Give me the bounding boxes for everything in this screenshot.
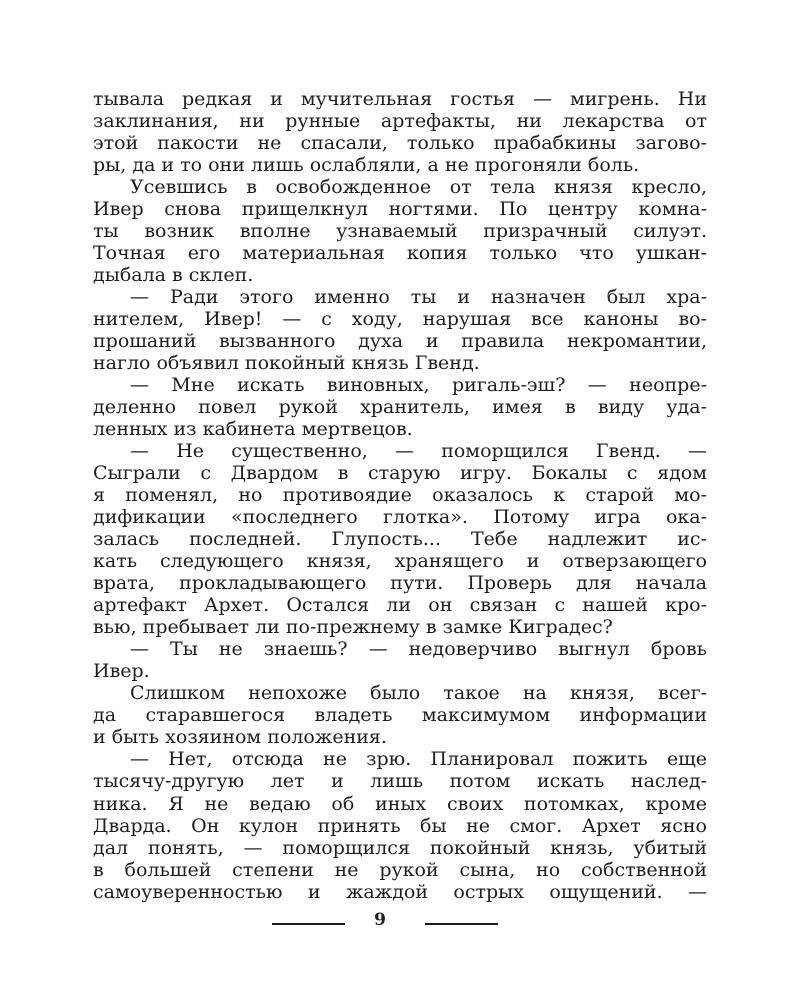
text-line: этой пакости не спасали, только прабабкины загово- — [93, 132, 707, 155]
paragraph — [93, 748, 707, 902]
text-line: нагло объявил покойный князь Гвенд. — [93, 352, 480, 375]
text-line: нителем, Ивер! — с ходу, нарушая все каноны во- — [93, 308, 707, 331]
text-line: — Ради этого именно ты и назначен был хра- — [130, 286, 707, 309]
text-line: — Не существенно, — поморщился Гвенд. — — [130, 440, 707, 463]
text-line: Сыграли с Двардом в старую игру. Бокалы с ядом — [93, 462, 707, 485]
text-line: — Нет, отсюда не зрю. Планировал пожить еще — [130, 748, 707, 771]
paragraph — [93, 638, 707, 682]
text-line: заклинания, ни рунные артефакты, ни лекарства от — [93, 110, 707, 133]
text-line: Ивер снова прищелкнул ногтями. По центру комна- — [93, 198, 707, 221]
text-line: тывала редкая и мучительная гостья — мигрень. Ни — [93, 88, 707, 110]
text-line: залась последней. Глупость... Тебе надлежит ис- — [93, 528, 707, 551]
text-line: ты возник вполне узнаваемый призрачный силуэт. — [93, 220, 707, 243]
text-line: в большей степени не рукой сына, но собственной — [93, 858, 707, 881]
paragraph — [93, 176, 707, 286]
paragraph — [93, 88, 707, 176]
text-line: — Мне искать виновных, ригаль-эш? — неопре- — [130, 374, 707, 397]
text-line: тысячу-другую лет и лишь потом искать наслед- — [93, 770, 707, 793]
footer-rule-right — [425, 923, 498, 925]
text-line: ника. Я не ведаю об иных своих потомках, кроме — [93, 792, 707, 815]
body-text — [93, 88, 707, 903]
text-line: артефакт Архет. Остался ли он связан с нашей кро- — [93, 594, 707, 617]
paragraph — [93, 374, 707, 440]
paragraph — [93, 682, 707, 748]
text-line: деленно повел рукой хранитель, имея в виду уда- — [93, 396, 707, 419]
text-line: Точная его материальная копия только что ушкан- — [93, 242, 707, 265]
text-line: — Ты не знаешь? — недоверчиво выгнул бровь — [130, 638, 707, 661]
footer-rule-left — [272, 923, 345, 925]
text-line: дификации «последнего глотка». Потому игра ока- — [93, 506, 707, 529]
text-line: Ивер. — [93, 660, 150, 683]
text-line: прошаний вызванного духа и правила некромантии, — [93, 330, 707, 353]
text-line: Дварда. Он кулон принять бы не смог. Архет ясно — [93, 814, 707, 837]
text-line: дыбала в склеп. — [93, 264, 254, 287]
text-line: ленных из кабинета мертвецов. — [93, 418, 413, 441]
text-line: врата, прокладывающего пути. Проверь для начала — [93, 572, 707, 595]
text-line: дал понять, — поморщился покойный князь, убитый — [93, 836, 707, 859]
page-number: 9 — [374, 910, 386, 930]
paragraph — [93, 286, 707, 374]
text-line: ры, да и то они лишь ослабляли, а не прогоняли боль. — [93, 154, 640, 177]
text-line: да старавшегося владеть максимумом информации — [93, 704, 707, 727]
page-footer — [0, 910, 800, 934]
paragraph — [93, 440, 707, 638]
text-line: Усевшись в освобожденное от тела князя кресло, — [130, 176, 707, 199]
text-line: Слишком непохоже было такое на князя, всег- — [130, 682, 707, 705]
text-line: вью, пребывает ли по-прежнему в замке Киградес? — [93, 616, 613, 639]
text-line: кать следующего князя, хранящего и отверзающего — [93, 550, 707, 573]
text-line: я поменял, но противоядие оказалось к старой мо- — [93, 484, 707, 507]
text-line: самоуверенностью и жаждой острых ощущений. — — [93, 880, 707, 903]
text-line: и быть хозяином положения. — [93, 726, 387, 749]
